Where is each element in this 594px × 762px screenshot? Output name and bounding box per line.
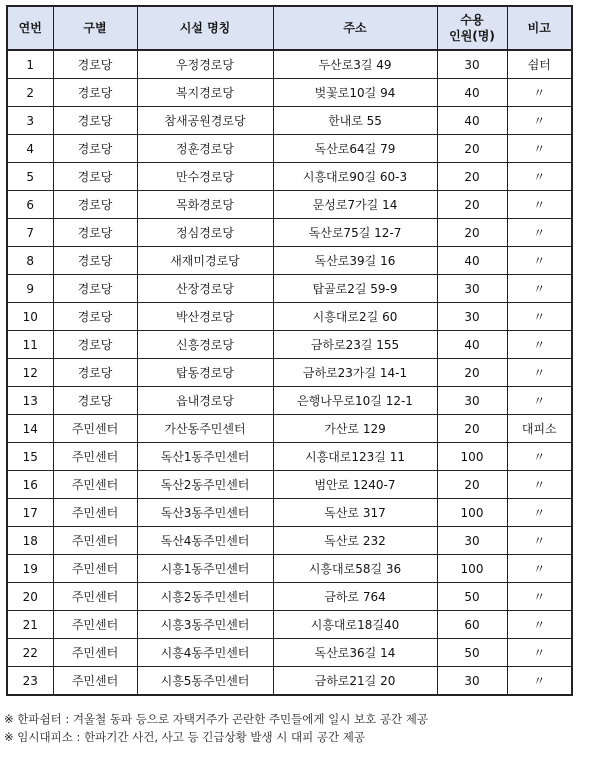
table-header (7, 6, 572, 50)
cell-category: 주민센터 (53, 471, 137, 499)
header-capacity: 수용 인원(명) (437, 6, 507, 50)
cell-facility-name: 박산경로당 (137, 303, 273, 331)
cell-address: 시흥대로2길 60 (273, 303, 437, 331)
cell-category: 주민센터 (53, 499, 137, 527)
cell-facility-name: 시흥3동주민센터 (137, 611, 273, 639)
cell-capacity: 30 (437, 527, 507, 555)
cell-remarks: 〃 (507, 275, 572, 303)
cell-facility-name: 독산3동주민센터 (137, 499, 273, 527)
cell-address: 독산로36길 14 (273, 639, 437, 667)
table-row (7, 247, 572, 275)
cell-address: 독산로64길 79 (273, 135, 437, 163)
cell-no: 4 (7, 135, 53, 163)
cell-remarks: 〃 (507, 107, 572, 135)
cell-address: 시흥대로58길 36 (273, 555, 437, 583)
cell-remarks: 〃 (507, 527, 572, 555)
cell-remarks: 〃 (507, 79, 572, 107)
cell-category: 주민센터 (53, 527, 137, 555)
cell-address: 가산로 129 (273, 415, 437, 443)
cell-facility-name: 시흥1동주민센터 (137, 555, 273, 583)
table-row (7, 387, 572, 415)
cell-address: 은행나무로10길 12-1 (273, 387, 437, 415)
table-row (7, 79, 572, 107)
cell-address: 시흥대로18길40 (273, 611, 437, 639)
cell-capacity: 40 (437, 107, 507, 135)
cell-no: 18 (7, 527, 53, 555)
cell-no: 2 (7, 79, 53, 107)
cell-no: 15 (7, 443, 53, 471)
cell-remarks: 대피소 (507, 415, 572, 443)
cell-address: 독산로75길 12-7 (273, 219, 437, 247)
cell-capacity: 20 (437, 471, 507, 499)
cell-category: 경로당 (53, 387, 137, 415)
cell-facility-name: 독산4동주민센터 (137, 527, 273, 555)
cell-no: 20 (7, 583, 53, 611)
table-row (7, 415, 572, 443)
cell-remarks: 〃 (507, 667, 572, 696)
cell-capacity: 40 (437, 247, 507, 275)
cell-category: 주민센터 (53, 611, 137, 639)
table-row (7, 611, 572, 639)
cell-category: 경로당 (53, 79, 137, 107)
table-row (7, 583, 572, 611)
cell-no: 12 (7, 359, 53, 387)
cell-category: 주민센터 (53, 415, 137, 443)
table-row (7, 527, 572, 555)
footnote-temporary-shelter: ※ 임시대피소 : 한파기간 사건, 사고 등 긴급상황 발생 시 대피 공간 제공 (4, 730, 365, 744)
cell-remarks: 〃 (507, 331, 572, 359)
cell-category: 경로당 (53, 275, 137, 303)
cell-capacity: 40 (437, 331, 507, 359)
cell-address: 독산로 317 (273, 499, 437, 527)
cell-no: 21 (7, 611, 53, 639)
cell-capacity: 30 (437, 303, 507, 331)
shelter-table-container (6, 5, 571, 696)
cell-no: 9 (7, 275, 53, 303)
cell-address: 두산로3길 49 (273, 50, 437, 79)
cell-address: 금하로21길 20 (273, 667, 437, 696)
cell-address: 탑골로2길 59-9 (273, 275, 437, 303)
table-row (7, 163, 572, 191)
cell-capacity: 20 (437, 135, 507, 163)
cell-capacity: 30 (437, 275, 507, 303)
footnote-cold-shelter: ※ 한파쉼터 : 겨울철 동파 등으로 자택거주가 곤란한 주민들에게 일시 보호 공간 제공 (4, 712, 428, 726)
header-category: 구별 (53, 6, 137, 50)
table-row (7, 499, 572, 527)
cell-remarks: 〃 (507, 471, 572, 499)
cell-no: 14 (7, 415, 53, 443)
cell-no: 8 (7, 247, 53, 275)
cell-remarks: 〃 (507, 135, 572, 163)
cell-address: 시흥대로123길 11 (273, 443, 437, 471)
cell-no: 11 (7, 331, 53, 359)
cell-capacity: 40 (437, 79, 507, 107)
cell-address: 시흥대로90길 60-3 (273, 163, 437, 191)
cell-facility-name: 독산1동주민센터 (137, 443, 273, 471)
table-row (7, 555, 572, 583)
cell-no: 3 (7, 107, 53, 135)
cell-remarks: 〃 (507, 611, 572, 639)
cell-remarks: 〃 (507, 163, 572, 191)
cell-remarks: 〃 (507, 247, 572, 275)
cell-category: 경로당 (53, 135, 137, 163)
cell-address: 문성로7가길 14 (273, 191, 437, 219)
cell-no: 23 (7, 667, 53, 696)
cell-category: 주민센터 (53, 555, 137, 583)
footnotes (4, 710, 428, 746)
cell-address: 금하로23가길 14-1 (273, 359, 437, 387)
cell-remarks: 〃 (507, 583, 572, 611)
table-row (7, 50, 572, 79)
table-row (7, 443, 572, 471)
cell-category: 경로당 (53, 331, 137, 359)
table-row (7, 303, 572, 331)
cell-facility-name: 시흥4동주민센터 (137, 639, 273, 667)
cell-no: 5 (7, 163, 53, 191)
cell-address: 독산로 232 (273, 527, 437, 555)
cell-capacity: 60 (437, 611, 507, 639)
cell-facility-name: 정훈경로당 (137, 135, 273, 163)
cell-capacity: 20 (437, 415, 507, 443)
cell-category: 주민센터 (53, 443, 137, 471)
cell-remarks: 〃 (507, 387, 572, 415)
cell-remarks: 〃 (507, 499, 572, 527)
header-row (7, 6, 572, 50)
header-address: 주소 (273, 6, 437, 50)
cell-remarks: 〃 (507, 443, 572, 471)
cell-capacity: 50 (437, 583, 507, 611)
cell-category: 경로당 (53, 191, 137, 219)
cell-remarks: 쉼터 (507, 50, 572, 79)
cell-capacity: 20 (437, 191, 507, 219)
cell-remarks: 〃 (507, 303, 572, 331)
cell-capacity: 100 (437, 499, 507, 527)
cell-facility-name: 참새공원경로당 (137, 107, 273, 135)
cell-capacity: 50 (437, 639, 507, 667)
cell-remarks: 〃 (507, 555, 572, 583)
cell-remarks: 〃 (507, 219, 572, 247)
table-row (7, 135, 572, 163)
cell-capacity: 30 (437, 50, 507, 79)
cell-facility-name: 산장경로당 (137, 275, 273, 303)
cell-facility-name: 독산2동주민센터 (137, 471, 273, 499)
cell-category: 주민센터 (53, 639, 137, 667)
cell-address: 범안로 1240-7 (273, 471, 437, 499)
cell-category: 경로당 (53, 359, 137, 387)
cell-capacity: 100 (437, 555, 507, 583)
cell-address: 독산로39길 16 (273, 247, 437, 275)
cell-no: 10 (7, 303, 53, 331)
cell-facility-name: 복지경로당 (137, 79, 273, 107)
cell-facility-name: 새재미경로당 (137, 247, 273, 275)
cell-address: 금하로23길 155 (273, 331, 437, 359)
cell-no: 7 (7, 219, 53, 247)
cell-address: 금하로 764 (273, 583, 437, 611)
cell-facility-name: 목화경로당 (137, 191, 273, 219)
cell-no: 17 (7, 499, 53, 527)
cell-capacity: 30 (437, 387, 507, 415)
cell-category: 주민센터 (53, 583, 137, 611)
cell-remarks: 〃 (507, 639, 572, 667)
table-row (7, 359, 572, 387)
cell-no: 22 (7, 639, 53, 667)
table-row (7, 107, 572, 135)
cell-no: 16 (7, 471, 53, 499)
cell-no: 13 (7, 387, 53, 415)
table-row (7, 219, 572, 247)
cell-capacity: 20 (437, 219, 507, 247)
cell-capacity: 30 (437, 667, 507, 696)
cell-facility-name: 만수경로당 (137, 163, 273, 191)
header-remarks: 비고 (507, 6, 572, 50)
cell-facility-name: 탑동경로당 (137, 359, 273, 387)
shelter-table (6, 5, 573, 696)
cell-facility-name: 시흥5동주민센터 (137, 667, 273, 696)
table-row (7, 275, 572, 303)
cell-category: 경로당 (53, 219, 137, 247)
cell-no: 19 (7, 555, 53, 583)
cell-capacity: 20 (437, 163, 507, 191)
cell-facility-name: 정심경로당 (137, 219, 273, 247)
cell-category: 경로당 (53, 303, 137, 331)
table-row (7, 331, 572, 359)
cell-no: 1 (7, 50, 53, 79)
cell-remarks: 〃 (507, 191, 572, 219)
cell-category: 경로당 (53, 247, 137, 275)
cell-category: 경로당 (53, 107, 137, 135)
header-no: 연번 (7, 6, 53, 50)
cell-address: 벚꽃로10길 94 (273, 79, 437, 107)
table-row (7, 667, 572, 696)
table-body (7, 50, 572, 695)
cell-no: 6 (7, 191, 53, 219)
table-row (7, 191, 572, 219)
cell-category: 경로당 (53, 50, 137, 79)
cell-facility-name: 시흥2동주민센터 (137, 583, 273, 611)
cell-facility-name: 우정경로당 (137, 50, 273, 79)
cell-category: 주민센터 (53, 667, 137, 696)
cell-capacity: 100 (437, 443, 507, 471)
table-row (7, 639, 572, 667)
cell-remarks: 〃 (507, 359, 572, 387)
cell-facility-name: 가산동주민센터 (137, 415, 273, 443)
table-row (7, 471, 572, 499)
cell-capacity: 20 (437, 359, 507, 387)
cell-facility-name: 신흥경로당 (137, 331, 273, 359)
cell-address: 한내로 55 (273, 107, 437, 135)
cell-category: 경로당 (53, 163, 137, 191)
cell-facility-name: 읍내경로당 (137, 387, 273, 415)
header-facility-name: 시설 명칭 (137, 6, 273, 50)
